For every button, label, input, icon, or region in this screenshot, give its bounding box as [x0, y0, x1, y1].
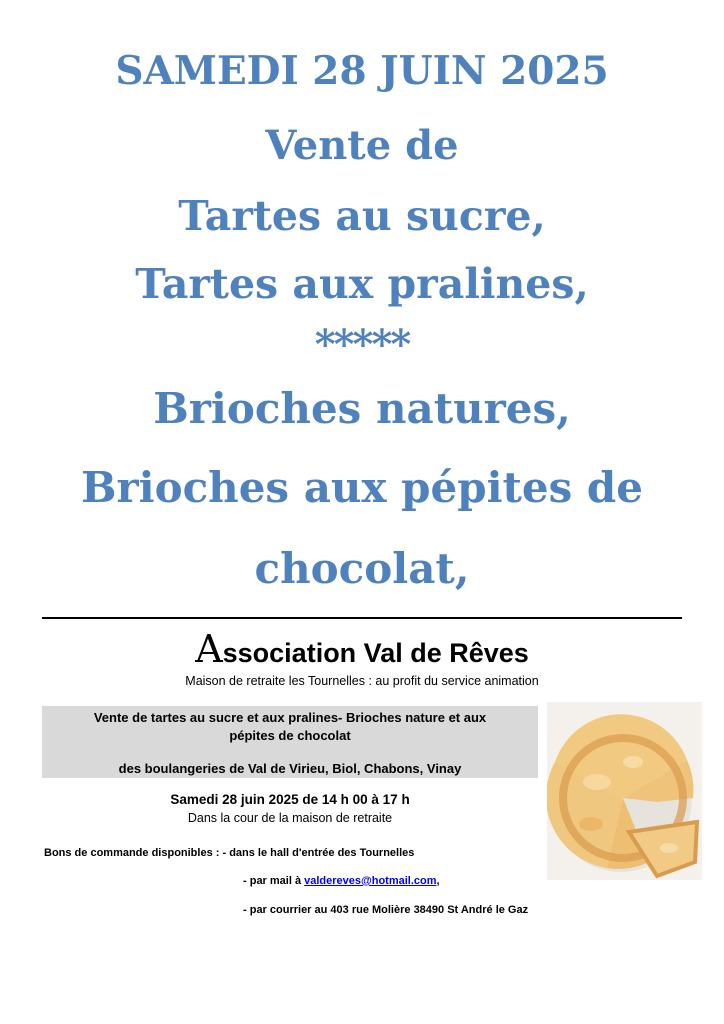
association-subtitle: Maison de retraite les Tournelles : au profit du service animation — [185, 674, 539, 688]
association-title — [0, 627, 724, 671]
event-date-time: Samedi 28 juin 2025 de 14 h 00 à 17 h — [170, 792, 410, 807]
event-location: Dans la cour de la maison de retraite — [187, 811, 393, 825]
box-line-bakeries: des boulangeries de Val de Virieu, Biol, Chabons, Vinay — [118, 761, 462, 776]
horizontal-divider — [42, 617, 682, 619]
association-initial: A — [195, 627, 223, 671]
event-date-headline: SAMEDI 28 JUIN 2025 — [115, 48, 609, 94]
box-line-2: pépites de chocolat — [229, 728, 351, 743]
headline-separator-stars: ***** — [314, 321, 410, 368]
headline-chocolate-chip-brioches: Brioches aux pépites de — [81, 463, 643, 512]
order-mail-suffix: , — [436, 875, 440, 887]
email-link[interactable]: valdereves@hotmail.com — [304, 875, 437, 887]
box-line-1: Vente de tartes au sucre et aux pralines- Brioches nature et aux — [93, 710, 487, 725]
order-by-post: - par courrier au 403 rue Molière 38490 St André le Gaz — [243, 904, 529, 916]
sugar-tart-photo — [547, 702, 702, 880]
order-forms-hall: Bons de commande disponibles : - dans le hall d'entrée des Tournelles — [44, 847, 415, 859]
order-mail-prefix: - par mail à — [243, 875, 305, 887]
headline-praline-tarts: Tartes aux pralines, — [135, 260, 589, 308]
headline-plain-brioches: Brioches natures, — [153, 384, 571, 433]
headline-chocolate: chocolat, — [254, 544, 470, 593]
order-by-mail — [243, 875, 440, 887]
association-name: ssociation Val de Rêves — [222, 638, 529, 668]
headline-sale-of: Vente de — [265, 122, 459, 169]
headline-sugar-tarts: Tartes au sucre, — [178, 192, 546, 240]
